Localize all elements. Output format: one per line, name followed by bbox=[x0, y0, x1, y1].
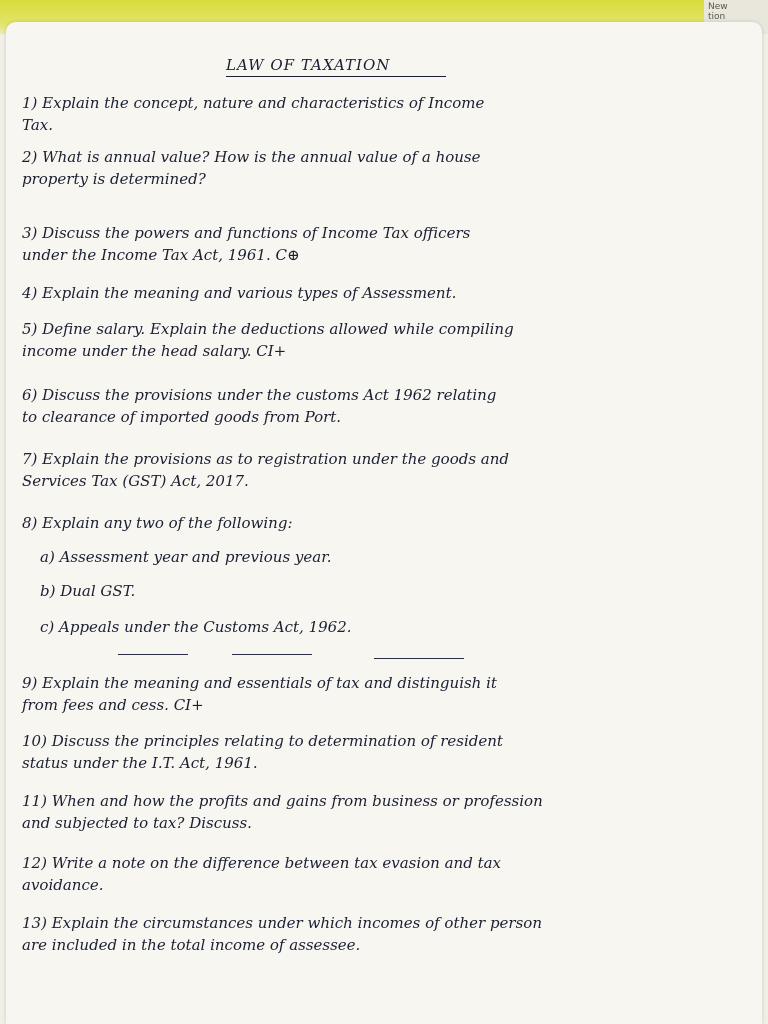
question-13-line-1: 13) Explain the circumstances under which incomes of other person bbox=[22, 914, 542, 932]
question-8 bbox=[22, 512, 742, 534]
question-9 bbox=[22, 672, 742, 716]
question-13-line-2: are included in the total income of assessee. bbox=[22, 936, 361, 954]
question-10 bbox=[22, 730, 742, 774]
question-2 bbox=[22, 146, 742, 190]
subitem-a: a) Assessment year and previous year. bbox=[40, 548, 332, 566]
question-10-line-2: status under the I.T. Act, 1961. bbox=[22, 754, 258, 772]
question-5-line-2: income under the head salary. CI+ bbox=[22, 342, 287, 360]
subitem-c: c) Appeals under the Customs Act, 1962. bbox=[40, 618, 352, 636]
divider-line-3 bbox=[374, 658, 464, 659]
question-7-line-1: 7) Explain the provisions as to registration under the goods and bbox=[22, 450, 510, 468]
question-9-line-2: from fees and cess. CI+ bbox=[22, 696, 204, 714]
divider-line-2 bbox=[232, 654, 312, 655]
question-4-line-1: 4) Explain the meaning and various types of Assessment. bbox=[22, 284, 457, 302]
divider-line-1 bbox=[118, 654, 188, 655]
question-4 bbox=[22, 282, 742, 304]
question-5 bbox=[22, 318, 742, 362]
question-7-line-2: Services Tax (GST) Act, 2017. bbox=[22, 472, 249, 490]
question-6 bbox=[22, 384, 742, 428]
question-12-line-1: 12) Write a note on the difference between tax evasion and tax bbox=[22, 854, 501, 872]
subitem-b: b) Dual GST. bbox=[40, 582, 136, 600]
question-12 bbox=[22, 852, 742, 896]
question-2-line-1: 2) What is annual value? How is the annual value of a house bbox=[22, 148, 481, 166]
question-12-line-2: avoidance. bbox=[22, 876, 104, 894]
question-9-line-1: 9) Explain the meaning and essentials of tax and distinguish it bbox=[22, 674, 497, 692]
question-7 bbox=[22, 448, 742, 492]
question-6-line-2: to clearance of imported goods from Port. bbox=[22, 408, 342, 426]
corner-text-1: New bbox=[708, 2, 728, 12]
page-title: LAW OF TAXATION bbox=[226, 56, 446, 77]
question-1 bbox=[22, 92, 742, 136]
question-8-line-1: 8) Explain any two of the following: bbox=[22, 514, 293, 532]
question-1-line-1: 1) Explain the concept, nature and characteristics of Income bbox=[22, 94, 485, 112]
question-2-line-2: property is determined? bbox=[22, 170, 206, 188]
question-11-line-1: 11) When and how the profits and gains from business or profession bbox=[22, 792, 543, 810]
question-13 bbox=[22, 912, 742, 956]
question-1-line-2: Tax. bbox=[22, 116, 54, 134]
question-11 bbox=[22, 790, 742, 834]
question-6-line-1: 6) Discuss the provisions under the customs Act 1962 relating bbox=[22, 386, 497, 404]
question-3 bbox=[22, 222, 742, 266]
question-5-line-1: 5) Define salary. Explain the deductions allowed while compiling bbox=[22, 320, 514, 338]
question-10-line-1: 10) Discuss the principles relating to determination of resident bbox=[22, 732, 503, 750]
question-11-line-2: and subjected to tax? Discuss. bbox=[22, 814, 252, 832]
corner-text-2: tion bbox=[708, 12, 726, 22]
question-3-line-2: under the Income Tax Act, 1961. C⊕ bbox=[22, 246, 300, 264]
question-3-line-1: 3) Discuss the powers and functions of Income Tax officers bbox=[22, 224, 471, 242]
